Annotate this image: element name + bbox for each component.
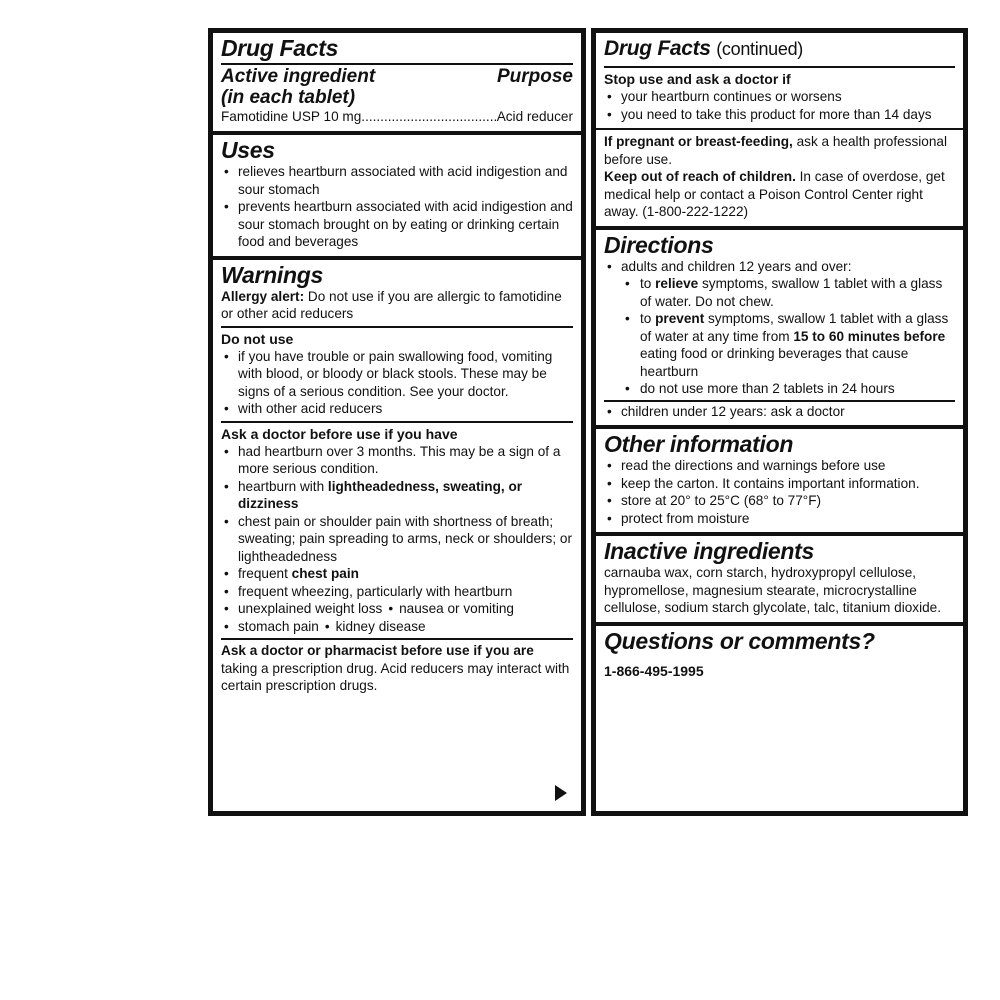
divider [604, 66, 955, 68]
uses-title: Uses [221, 137, 275, 163]
drug-facts-panel-left [208, 28, 586, 816]
bullet-icon: • [324, 618, 330, 634]
questions-title: Questions or comments? [604, 627, 875, 654]
ingredient-row [221, 108, 573, 126]
list-item: • you need to take this product for more than 14 days [604, 106, 955, 124]
divider [221, 421, 573, 423]
pharmacist-bold: Ask a doctor or pharmacist before use if you are [221, 643, 534, 658]
divider [221, 326, 573, 328]
questions-section [596, 626, 963, 685]
item-text: to [640, 311, 656, 326]
list-item: • with other acid reducers [221, 400, 573, 418]
list-item: • keep the carton. It contains important information. [604, 475, 955, 493]
uses-list [221, 163, 573, 251]
purpose-heading: Purpose [496, 66, 573, 87]
list-item: • your heartburn continues or worsens [604, 88, 955, 106]
item-bold-text: lightheadedness, sweating, or dizziness [238, 478, 523, 511]
other-information-section [596, 429, 963, 536]
divider [221, 638, 573, 640]
stop-use-section [596, 33, 963, 130]
list-item [221, 478, 573, 513]
keep-out-text [604, 168, 955, 221]
uses-section [213, 135, 581, 260]
ask-doctor-title: Ask a doctor before use if you have [221, 425, 458, 442]
item-bold-text: chest pain [291, 566, 359, 581]
item-text: symptoms, swallow 1 tablet with a glass of water at any time from [640, 311, 949, 344]
list-item: • relieves heartburn associated with acid indigestion and sour stomach [221, 163, 573, 198]
drug-facts-panel-right [591, 28, 968, 816]
item-text: stomach pain [238, 618, 319, 634]
item-bold-text: prevent [655, 311, 705, 326]
item-bold-text: 15 to 60 minutes before [793, 328, 946, 344]
directions-title: Directions [604, 231, 714, 258]
panel-title [604, 36, 955, 62]
pregnancy-text [604, 133, 955, 168]
list-item: • read the directions and warnings before use [604, 457, 955, 475]
divider [604, 400, 955, 402]
list-item: • chest pain or shoulder pain with shortness of breath; sweating; pain spreading to arms, neck or shoulders; or lightheadedness [221, 513, 573, 566]
active-ingredient-heading: Active ingredient [221, 66, 376, 87]
bullet-icon: • [388, 601, 394, 616]
directions-list [604, 258, 955, 276]
title-text: Drug Facts [604, 37, 711, 60]
active-ingredient-section [213, 33, 581, 135]
stop-use-list [604, 88, 955, 123]
item-text: unexplained weight loss [238, 601, 383, 616]
do-not-use-title: Do not use [221, 330, 294, 347]
list-item [221, 565, 573, 583]
allergy-alert [221, 288, 573, 323]
leader-dots [361, 108, 496, 126]
inactive-ingredients-title: Inactive ingredients [604, 538, 815, 564]
other-information-list [604, 457, 955, 527]
list-item: • prevents heartburn associated with acid indigestion and sour stomach brought on by eating or drinking certain food and beverages [221, 198, 573, 251]
item-text: symptoms, swallow 1 tablet with a glass of water. Do not chew. [640, 276, 943, 309]
directions-section [596, 230, 963, 430]
inactive-ingredients-text: carnauba wax, corn starch, hydroxypropyl cellulose, hypromellose, magnesium stearate, microcrystalline cellulose, sodium starch glycolate, talc, titanium dioxide. [604, 565, 941, 615]
item-text: heartburn with [238, 478, 328, 494]
keep-out-bold: Keep out of reach of children. [604, 169, 796, 184]
list-item [221, 618, 573, 636]
list-item: • children under 12 years: ask a doctor [604, 403, 955, 421]
list-item: • frequent wheezing, particularly with heartburn [221, 583, 573, 601]
panel-title: Drug Facts [221, 35, 339, 61]
pregnant-text: ask a health professional before use. [604, 134, 947, 167]
active-ingredient-header [221, 63, 573, 87]
list-item: • store at 20° to 25°C (68° to 77°F) [604, 492, 955, 510]
directions-sublist [604, 275, 955, 398]
phone-number: 1-866-495-1995 [604, 662, 704, 679]
ingredient-purpose: Acid reducer [496, 109, 573, 124]
list-item: • if you have trouble or pain swallowing food, vomiting with blood, or bloody or black stools. These may be signs of a serious condition. See your doctor. [221, 348, 573, 401]
ask-doctor-list [221, 443, 573, 636]
item-text: to [640, 276, 656, 291]
item-text: frequent [238, 566, 292, 581]
allergy-text: Do not use if you are allergic to famotidine or other acid reducers [221, 288, 562, 321]
do-not-use-list [221, 348, 573, 418]
list-item [604, 275, 955, 310]
item-text: kidney disease [335, 618, 426, 634]
ingredient-name: Famotidine USP 10 mg [221, 109, 362, 124]
list-item: • do not use more than 2 tablets in 24 hours [604, 380, 955, 398]
pharmacist-warning [221, 642, 573, 695]
pregnancy-section [596, 130, 963, 230]
item-text: nausea or vomiting [399, 601, 514, 616]
list-item: • had heartburn over 3 months. This may be a sign of a more serious condition. [221, 443, 573, 478]
list-item [221, 600, 573, 618]
allergy-label: Allergy alert: [221, 288, 305, 304]
pregnant-bold: If pregnant or breast-feeding, [604, 134, 793, 149]
list-item [604, 310, 955, 380]
stop-use-title: Stop use and ask a doctor if [604, 71, 791, 87]
warnings-title: Warnings [221, 261, 323, 288]
item-bold-text: relieve [655, 276, 699, 291]
list-item: • protect from moisture [604, 510, 955, 528]
keep-out-body: In case of overdose, get medical help or contact a Poison Control Center right away. (1-800-222-1222) [604, 169, 945, 219]
pharmacist-text: taking a prescription drug. Acid reducers may interact with certain prescription drugs. [221, 660, 570, 693]
directions-children-list [604, 403, 955, 421]
active-ingredient-subheading: (in each tablet) [221, 87, 356, 108]
title-continued: (continued) [716, 39, 803, 59]
warnings-section [213, 260, 581, 700]
item-text: eating food or drinking beverages that cause heartburn [640, 346, 909, 379]
list-item: • adults and children 12 years and over: [604, 258, 955, 276]
inactive-ingredients-section [596, 536, 963, 626]
play-arrow-icon [555, 785, 567, 801]
other-information-title: Other information [604, 431, 794, 457]
